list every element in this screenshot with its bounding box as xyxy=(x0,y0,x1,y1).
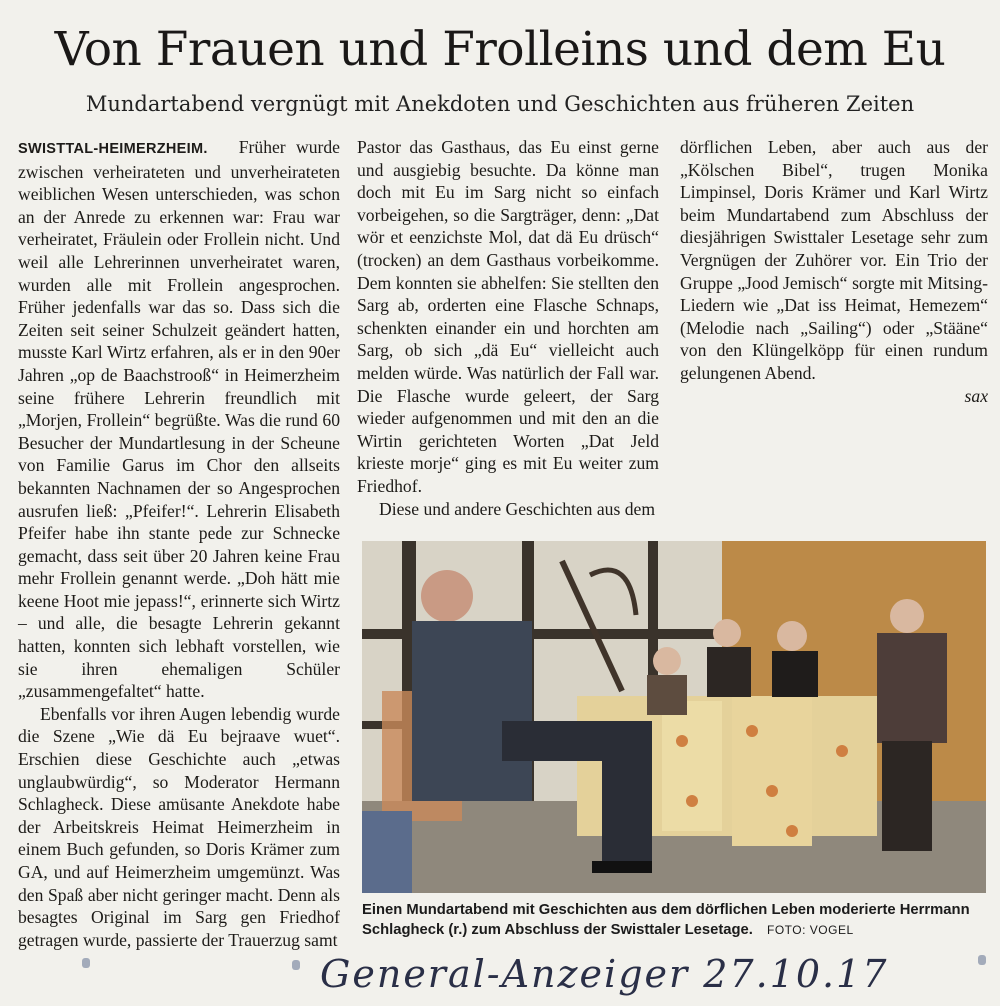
article-paragraph-1 xyxy=(18,136,340,703)
paragraph-1-text: Früher wurde zwischen verheirateten und unverheirateten weiblichen Wesen unterschieden, was schon an der Anrede zu erkennen war: Frau war verheiratet, Fräulein oder Frollein nicht. Und weil alle Lehrerinnen unverheiratet waren, wurden alle mit Frollein angesprochen. Früher jedenfalls war das so. Dass sich die Zeiten seit seiner Schulzeit geändert hatten, musste Karl Wirtz erfahren, als er in den 90er Jahren „op de Baachstrooß“ in Heimerzheim seine frühere Lehrerin freundlich mit „Morjen, Frollein“ begrüßte. Was die rund 60 Besucher der Mundartlesung in der Scheune von Familie Garus im Chor den allseits bekannten Nachnamen der so Angesprochen ausrufen ließ: „Pfeifer!“. Lehrerin Elisabeth Pfeifer habe ihn stante pede zur Schnecke gemacht, dass seit über 20 Jahren keine Frau mehr Frollein genannt werde. „Doh hätt mie keene Hoot mie jepass!“, erinnerte sich Wirtz – und alle, die besagte Lehrerin gekannt hatten, konnten sich lebhaft vorstellen, wie sie ihren ehemaligen Schüler „zusammengefaltet“ hatte. xyxy=(18,137,340,702)
paragraph-text: dörflichen Leben, aber auch aus der „Kölschen Bibel“, trugen Monika Limpinsel, Doris Krämer und Karl Wirtz beim Mundartabend zum Abschluss der diesjährigen Swisttaler Lesetage sehr zum Vergnügen der Zuhörer vor. Ein Trio der Gruppe „Jood Jemisch“ sorgte mit Mitsing-Liedern wie „Dat iss Heimat, Hemezem“ (Melodie nach „Sailing“) oder „Stääne“ von den Klüngelköpp für einen rundum gelungenen Abend. xyxy=(680,137,988,383)
caption-text: Einen Mundartabend mit Geschichten aus dem dörflichen Leben moderierte Herrmann Schlagheck (r.) zum Abschluss der Swisttaler Lesetage. xyxy=(362,902,970,938)
pin-mark xyxy=(978,955,986,965)
handwritten-note: General-Anzeiger 27.10.17 xyxy=(320,952,889,996)
article-column-2 xyxy=(357,136,659,521)
subheadline: Mundartabend vergnügt mit Anekdoten und Geschichten aus früheren Zeiten xyxy=(85,92,915,116)
paragraph-text: Ebenfalls vor ihren Augen lebendig wurde die Szene „Wie dä Eu bejraave wuet“. Erschien diese Geschichte auch „etwas unglaubwürdig“, so Moderator Hermann Schlagheck. Diese amüsante Anekdote habe der Arbeitskreis Heimat Heimerzheim in einem Buch gefunden, so Doris Krämer zum GA, und auf Heimerzheim umgemünzt. Was den Spaß aber nicht geringer macht. Denn als besagtes Original im Sarg gen Friedhof getragen wurde, passierte der Trauerzug samt xyxy=(18,703,340,950)
article-column-3 xyxy=(680,136,988,521)
pin-mark xyxy=(292,960,300,970)
paragraph-text: Pastor das Gasthaus, das Eu einst gerne und ausgiebig besuchte. Da könne man doch mit Eu im Sarg nicht so einfach vorbeigehen, so die Sargträger, denn: „Dat wör et eenzichste Mol, dat dä Eu drüsch“ (trocken) an dem Gasthaus vorbeikomme. Dem konnten sie abhelfen: Sie stellten den Sarg ab, orderten eine Flasche Schnaps, schenkten einander ein und horchten am Sarg, ob sich „dä Eu“ vielleicht auch melden würde. Was natürlich der Fall war. Die Flasche wurde geleert, der Sarg wieder aufgenommen und mit den an die Wirtin gerichteten Worten „Dat Jeld krieste morje“ ging es mit Eu weiter zum Friedhof. xyxy=(357,137,659,496)
dateline: SWISTTAL-HEIMERZHEIM. xyxy=(18,141,208,157)
photo-credit: FOTO: VOGEL xyxy=(767,923,854,937)
article-column-1 xyxy=(18,136,340,956)
article-paragraph-2 xyxy=(357,136,659,498)
photo-caption xyxy=(362,900,990,940)
headline: Von Frauen und Frolleins und dem Eu xyxy=(54,22,946,77)
event-photo xyxy=(362,541,986,893)
pin-mark xyxy=(82,958,90,968)
author-sign: sax xyxy=(964,385,988,406)
paragraph-text: Diese und andere Geschichten aus dem xyxy=(379,498,656,519)
article-paragraph-3 xyxy=(357,498,659,521)
article-paragraph-2 xyxy=(18,703,340,952)
article-paragraph-3 xyxy=(680,136,988,385)
